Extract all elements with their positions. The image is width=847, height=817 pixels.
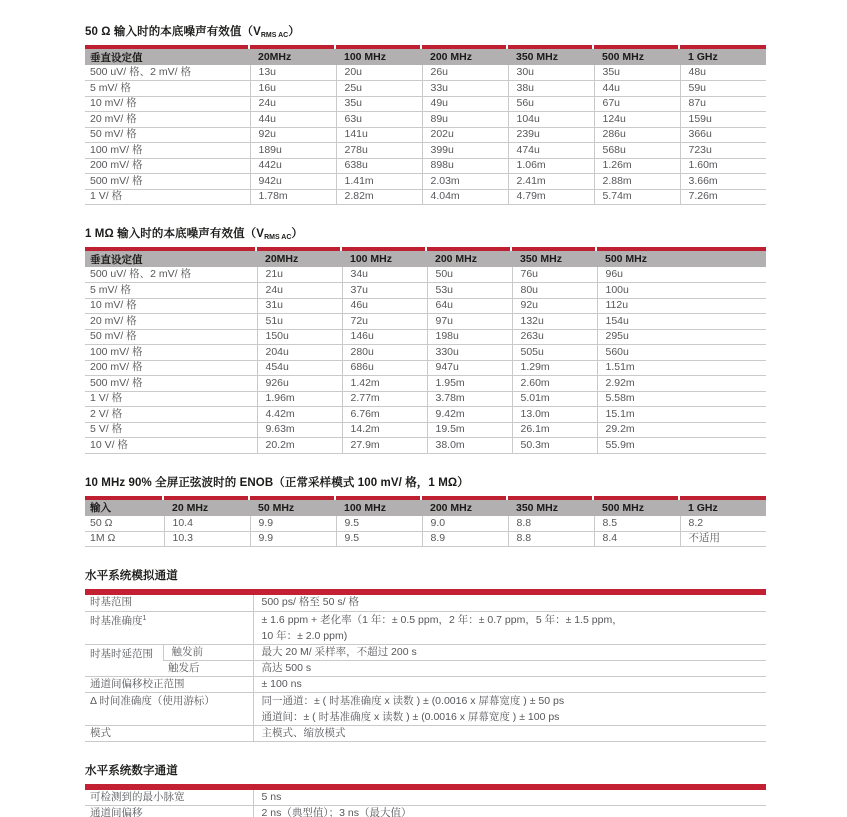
value-cell: 1.51m [597,360,766,376]
value-cell: 442u [250,158,336,174]
section-title-enob: 10 MHz 90% 全屏正弦波时的 ENOB（正常采样模式 100 mV/ 格，1 MΩ） [85,476,469,489]
title-subscript: RMS AC [264,234,292,241]
table-row [85,360,766,376]
value-cell: 202u [422,127,508,143]
value-cell: 100u [597,283,766,299]
value-cell: 4.79m [508,189,594,205]
column-header-cell: 输入 [85,500,164,516]
value-cell: 263u [512,329,597,345]
value-cell: 154u [597,314,766,330]
value-cell: 51u [257,314,342,330]
value-cell: 20.2m [257,438,342,454]
value-line: 同一通道：± ( 时基准确度 x 读数 ) ± (0.0016 x 屏幕宽度 ) ± 50 ps [261,694,565,707]
value-cell: 1.06m [508,158,594,174]
section-enob [85,474,767,548]
value-cell [253,692,766,725]
value-cell: 8.5 [594,516,680,532]
table-body [85,65,766,205]
value-cell: 30u [508,65,594,81]
value-cell: 6.76m [342,407,427,423]
table-row [85,644,766,660]
value-cell: 9.5 [336,516,422,532]
value-cell: 3.66m [680,174,766,190]
value-cell: 560u [597,345,766,361]
value-cell: 474u [508,143,594,159]
value-cell: 146u [342,329,427,345]
value-cell: 33u [422,81,508,97]
table-row [85,267,766,283]
table-row [85,298,766,314]
value-cell: 13u [250,65,336,81]
column-header-cell: 20MHz [257,251,342,267]
row-label-cell: 200 mV/ 格 [85,360,257,376]
section-title-horizontal-digital: 水平系统数字通道 [85,764,178,777]
value-cell: 15.1m [597,407,766,423]
row-label-cell: 时基范围 [85,595,253,611]
table-row [85,660,766,676]
value-cell: 19.5m [427,422,512,438]
row-label-cell: 时基时延范围 [85,644,163,676]
value-cell: 56u [508,96,594,112]
value-cell: 10.3 [164,531,250,547]
value-cell: 9.0 [422,516,508,532]
value-cell: 198u [427,329,512,345]
table-row [85,112,766,128]
sub-label-cell: 触发后 [163,660,253,676]
sub-label-cell: 触发前 [163,644,253,660]
table-row [85,143,766,159]
row-label-cell: 20 mV/ 格 [85,112,250,128]
column-header-cell: 350 MHz [508,49,594,65]
value-cell [253,611,766,644]
row-label-cell: 模式 [85,725,253,741]
value-cell: 34u [342,267,427,283]
table-row [85,611,766,644]
row-label-cell: 通道间偏移校正范围 [85,676,253,692]
value-cell: 1.78m [250,189,336,205]
table-row [85,174,766,190]
value-cell: 638u [336,158,422,174]
table-row [85,158,766,174]
value-cell: 399u [422,143,508,159]
value-cell: 不适用 [680,531,766,547]
value-cell: 8.9 [422,531,508,547]
column-header-cell: 1 GHz [680,500,766,516]
value-cell: 38.0m [427,438,512,454]
value-cell: 2.03m [422,174,508,190]
value-cell: 132u [512,314,597,330]
row-label-cell: 1 V/ 格 [85,391,257,407]
section-noise-50ohm [85,23,767,205]
value-cell: 239u [508,127,594,143]
value-cell: 8.8 [508,531,594,547]
value-cell: 942u [250,174,336,190]
table-row [85,692,766,725]
value-cell: 2.88m [594,174,680,190]
value-cell: 38u [508,81,594,97]
value-cell: 926u [257,376,342,392]
value-cell: 20u [336,65,422,81]
value-cell: 50.3m [512,438,597,454]
column-header-cell: 20 MHz [164,500,250,516]
value-cell: 最大 20 M/ 采样率，不超过 200 s [253,644,766,660]
value-cell: 9.5 [336,531,422,547]
value-cell: 72u [342,314,427,330]
value-cell: 1.41m [336,174,422,190]
row-label-cell: 10 mV/ 格 [85,298,257,314]
value-cell: 5 ns [253,790,766,806]
value-line: 10 年：± 2.0 ppm) [261,629,348,642]
value-cell: 35u [594,65,680,81]
value-cell: 92u [512,298,597,314]
title-subscript: RMS AC [260,32,289,39]
horizontal-digital-table [85,790,766,817]
value-cell: 141u [336,127,422,143]
value-cell: 8.2 [680,516,766,532]
value-cell: 63u [336,112,422,128]
value-cell: 9.9 [250,516,336,532]
value-cell: 3.78m [427,391,512,407]
column-header-cell: 1 GHz [680,49,766,65]
value-cell: 330u [427,345,512,361]
row-label-cell: 100 mV/ 格 [85,345,257,361]
table-row [85,531,766,547]
value-cell: 主模式、缩放模式 [253,725,766,741]
row-label-cell: 500 mV/ 格 [85,174,250,190]
value-cell: 500 ps/ 格至 50 s/ 格 [253,595,766,611]
table-row [85,516,766,532]
column-header-cell: 350 MHz [508,500,594,516]
header-row [85,251,766,267]
value-line: 通道间：± ( 时基准确度 x 读数 ) ± (0.0016 x 屏幕宽度 ) ± 100 ps [261,710,560,723]
value-cell: 366u [680,127,766,143]
value-cell: 31u [257,298,342,314]
value-cell: 1.29m [512,360,597,376]
value-cell: 5.58m [597,391,766,407]
value-cell: 27.9m [342,438,427,454]
column-header-cell: 100 MHz [336,49,422,65]
value-cell: 2 ns（典型值）；3 ns（最大值） [253,806,766,817]
value-cell: 8.8 [508,516,594,532]
column-header-cell: 500 MHz [594,500,680,516]
table-row [85,376,766,392]
section-title-horizontal-analog: 水平系统模拟通道 [85,570,178,582]
section-horizontal-digital [85,762,767,817]
table-row [85,345,766,361]
row-label-cell: 500 uV/ 格、2 mV/ 格 [85,65,250,81]
value-cell: 1.60m [680,158,766,174]
value-cell: 124u [594,112,680,128]
value-cell: 1.42m [342,376,427,392]
value-cell: 4.04m [422,189,508,205]
value-cell: 2.60m [512,376,597,392]
value-cell: 454u [257,360,342,376]
table-body [85,516,766,547]
value-cell: 35u [336,96,422,112]
value-cell: 21u [257,267,342,283]
value-cell: 53u [427,283,512,299]
value-cell: 13.0m [512,407,597,423]
value-cell: 505u [512,345,597,361]
row-label-cell: 5 mV/ 格 [85,81,250,97]
value-cell: 1.96m [257,391,342,407]
column-header-cell: 50 MHz [250,500,336,516]
row-label-cell: 1 V/ 格 [85,189,250,205]
value-cell: 2.77m [342,391,427,407]
value-cell: 9.9 [250,531,336,547]
row-label-cell: 100 mV/ 格 [85,143,250,159]
row-label-cell: 10 mV/ 格 [85,96,250,112]
value-cell: 80u [512,283,597,299]
column-header-cell: 20MHz [250,49,336,65]
column-header-cell: 200 MHz [422,49,508,65]
value-cell: 150u [257,329,342,345]
row-label-cell: Δ 时间准确度（使用游标） [85,692,253,725]
table-row [85,283,766,299]
table-row [85,595,766,611]
value-cell: 568u [594,143,680,159]
value-cell: 723u [680,143,766,159]
table-row [85,422,766,438]
row-label-cell: 可检测到的最小脉宽 [85,790,253,806]
table-row [85,96,766,112]
table-header [85,49,766,65]
value-cell: 1.26m [594,158,680,174]
value-cell: 5.01m [512,391,597,407]
table-row [85,790,766,806]
column-header-cell: 200 MHz [427,251,512,267]
value-cell: 87u [680,96,766,112]
value-cell: 16u [250,81,336,97]
row-label-cell: 通道间偏移 [85,806,253,817]
value-cell: 9.63m [257,422,342,438]
value-cell: 278u [336,143,422,159]
value-cell: 898u [422,158,508,174]
section-noise-1mohm [85,225,767,454]
value-cell: 947u [427,360,512,376]
table-row [85,81,766,97]
value-cell: 26u [422,65,508,81]
value-cell: 26.1m [512,422,597,438]
table-row [85,725,766,741]
value-cell: 204u [257,345,342,361]
value-cell: 14.2m [342,422,427,438]
header-row [85,49,766,65]
row-label-cell: 时基准确度$^1$ [85,611,253,644]
value-cell: 4.42m [257,407,342,423]
value-cell: 2.41m [508,174,594,190]
table-row [85,329,766,345]
value-cell: 189u [250,143,336,159]
table-row [85,189,766,205]
row-label-cell: 5 mV/ 格 [85,283,257,299]
value-cell: 97u [427,314,512,330]
value-cell: 55.9m [597,438,766,454]
section-title-noise-1mohm: 1 MΩ 输入时的本底噪声有效值$(V_{RMS AC})$ [85,228,304,241]
row-label-cell: 500 mV/ 格 [85,376,257,392]
value-cell: 50u [427,267,512,283]
value-cell: 25u [336,81,422,97]
value-cell: 46u [342,298,427,314]
column-header-cell: 500 MHz [597,251,766,267]
value-cell: 24u [250,96,336,112]
value-cell: 37u [342,283,427,299]
accent-bar [85,45,766,49]
value-cell: 44u [594,81,680,97]
column-header-cell: 350 MHz [512,251,597,267]
value-cell: 9.42m [427,407,512,423]
value-cell: 686u [342,360,427,376]
table-header [85,500,766,516]
table-body [85,267,766,453]
value-cell: 24u [257,283,342,299]
value-cell: 96u [597,267,766,283]
value-cell: 49u [422,96,508,112]
table-row [85,407,766,423]
table-row [85,314,766,330]
table-row [85,676,766,692]
table-row [85,127,766,143]
row-label-cell: 5 V/ 格 [85,422,257,438]
value-cell: 7.26m [680,189,766,205]
value-cell: 104u [508,112,594,128]
column-header-cell: 100 MHz [342,251,427,267]
row-label-cell: 50 Ω [85,516,164,532]
row-label-cell: 200 mV/ 格 [85,158,250,174]
value-cell: 76u [512,267,597,283]
value-cell: 2.92m [597,376,766,392]
row-label-cell: 50 mV/ 格 [85,127,250,143]
value-cell: 92u [250,127,336,143]
section-horizontal-analog [85,567,767,742]
row-label-cell: 2 V/ 格 [85,407,257,423]
value-cell: 1.95m [427,376,512,392]
value-cell: 29.2m [597,422,766,438]
value-cell: 10.4 [164,516,250,532]
value-cell: 159u [680,112,766,128]
section-title-noise-50ohm: 50 Ω 输入时的本底噪声有效值$(V_{RMS AC})$ [85,26,300,39]
noise-50ohm-table [85,49,766,205]
enob-table [85,500,766,548]
row-label-cell: 10 V/ 格 [85,438,257,454]
value-cell: 64u [427,298,512,314]
value-cell: ± 100 ns [253,676,766,692]
horizontal-analog-table [85,595,766,742]
column-header-cell: 500 MHz [594,49,680,65]
column-header-cell: 200 MHz [422,500,508,516]
table-row [85,438,766,454]
value-cell: 295u [597,329,766,345]
accent-bar [85,496,766,500]
value-cell: 280u [342,345,427,361]
value-cell: 286u [594,127,680,143]
row-label-cell: 500 uV/ 格、2 mV/ 格 [85,267,257,283]
column-header-cell: 垂直设定值 [85,251,257,267]
value-cell: 高达 500 s [253,660,766,676]
footnote-marker: 1 [142,614,147,622]
value-cell: 89u [422,112,508,128]
column-header-cell: 垂直设定值 [85,49,250,65]
header-row [85,500,766,516]
value-cell: 112u [597,298,766,314]
value-cell: 5.74m [594,189,680,205]
value-cell: 8.4 [594,531,680,547]
value-cell: 48u [680,65,766,81]
row-label-cell: 50 mV/ 格 [85,329,257,345]
value-cell: 59u [680,81,766,97]
value-cell: 2.82m [336,189,422,205]
row-label-cell: 20 mV/ 格 [85,314,257,330]
value-line: ± 1.6 ppm + 老化率（1 年：± 0.5 ppm，2 年：± 0.7 ppm，5 年：± 1.5 ppm， [261,613,623,626]
row-label-cell: 1M Ω [85,531,164,547]
noise-1mohm-table [85,251,766,454]
table-row [85,391,766,407]
table-row [85,65,766,81]
value-cell: 44u [250,112,336,128]
column-header-cell: 100 MHz [336,500,422,516]
table-header [85,251,766,267]
table-row [85,806,766,817]
value-cell: 67u [594,96,680,112]
